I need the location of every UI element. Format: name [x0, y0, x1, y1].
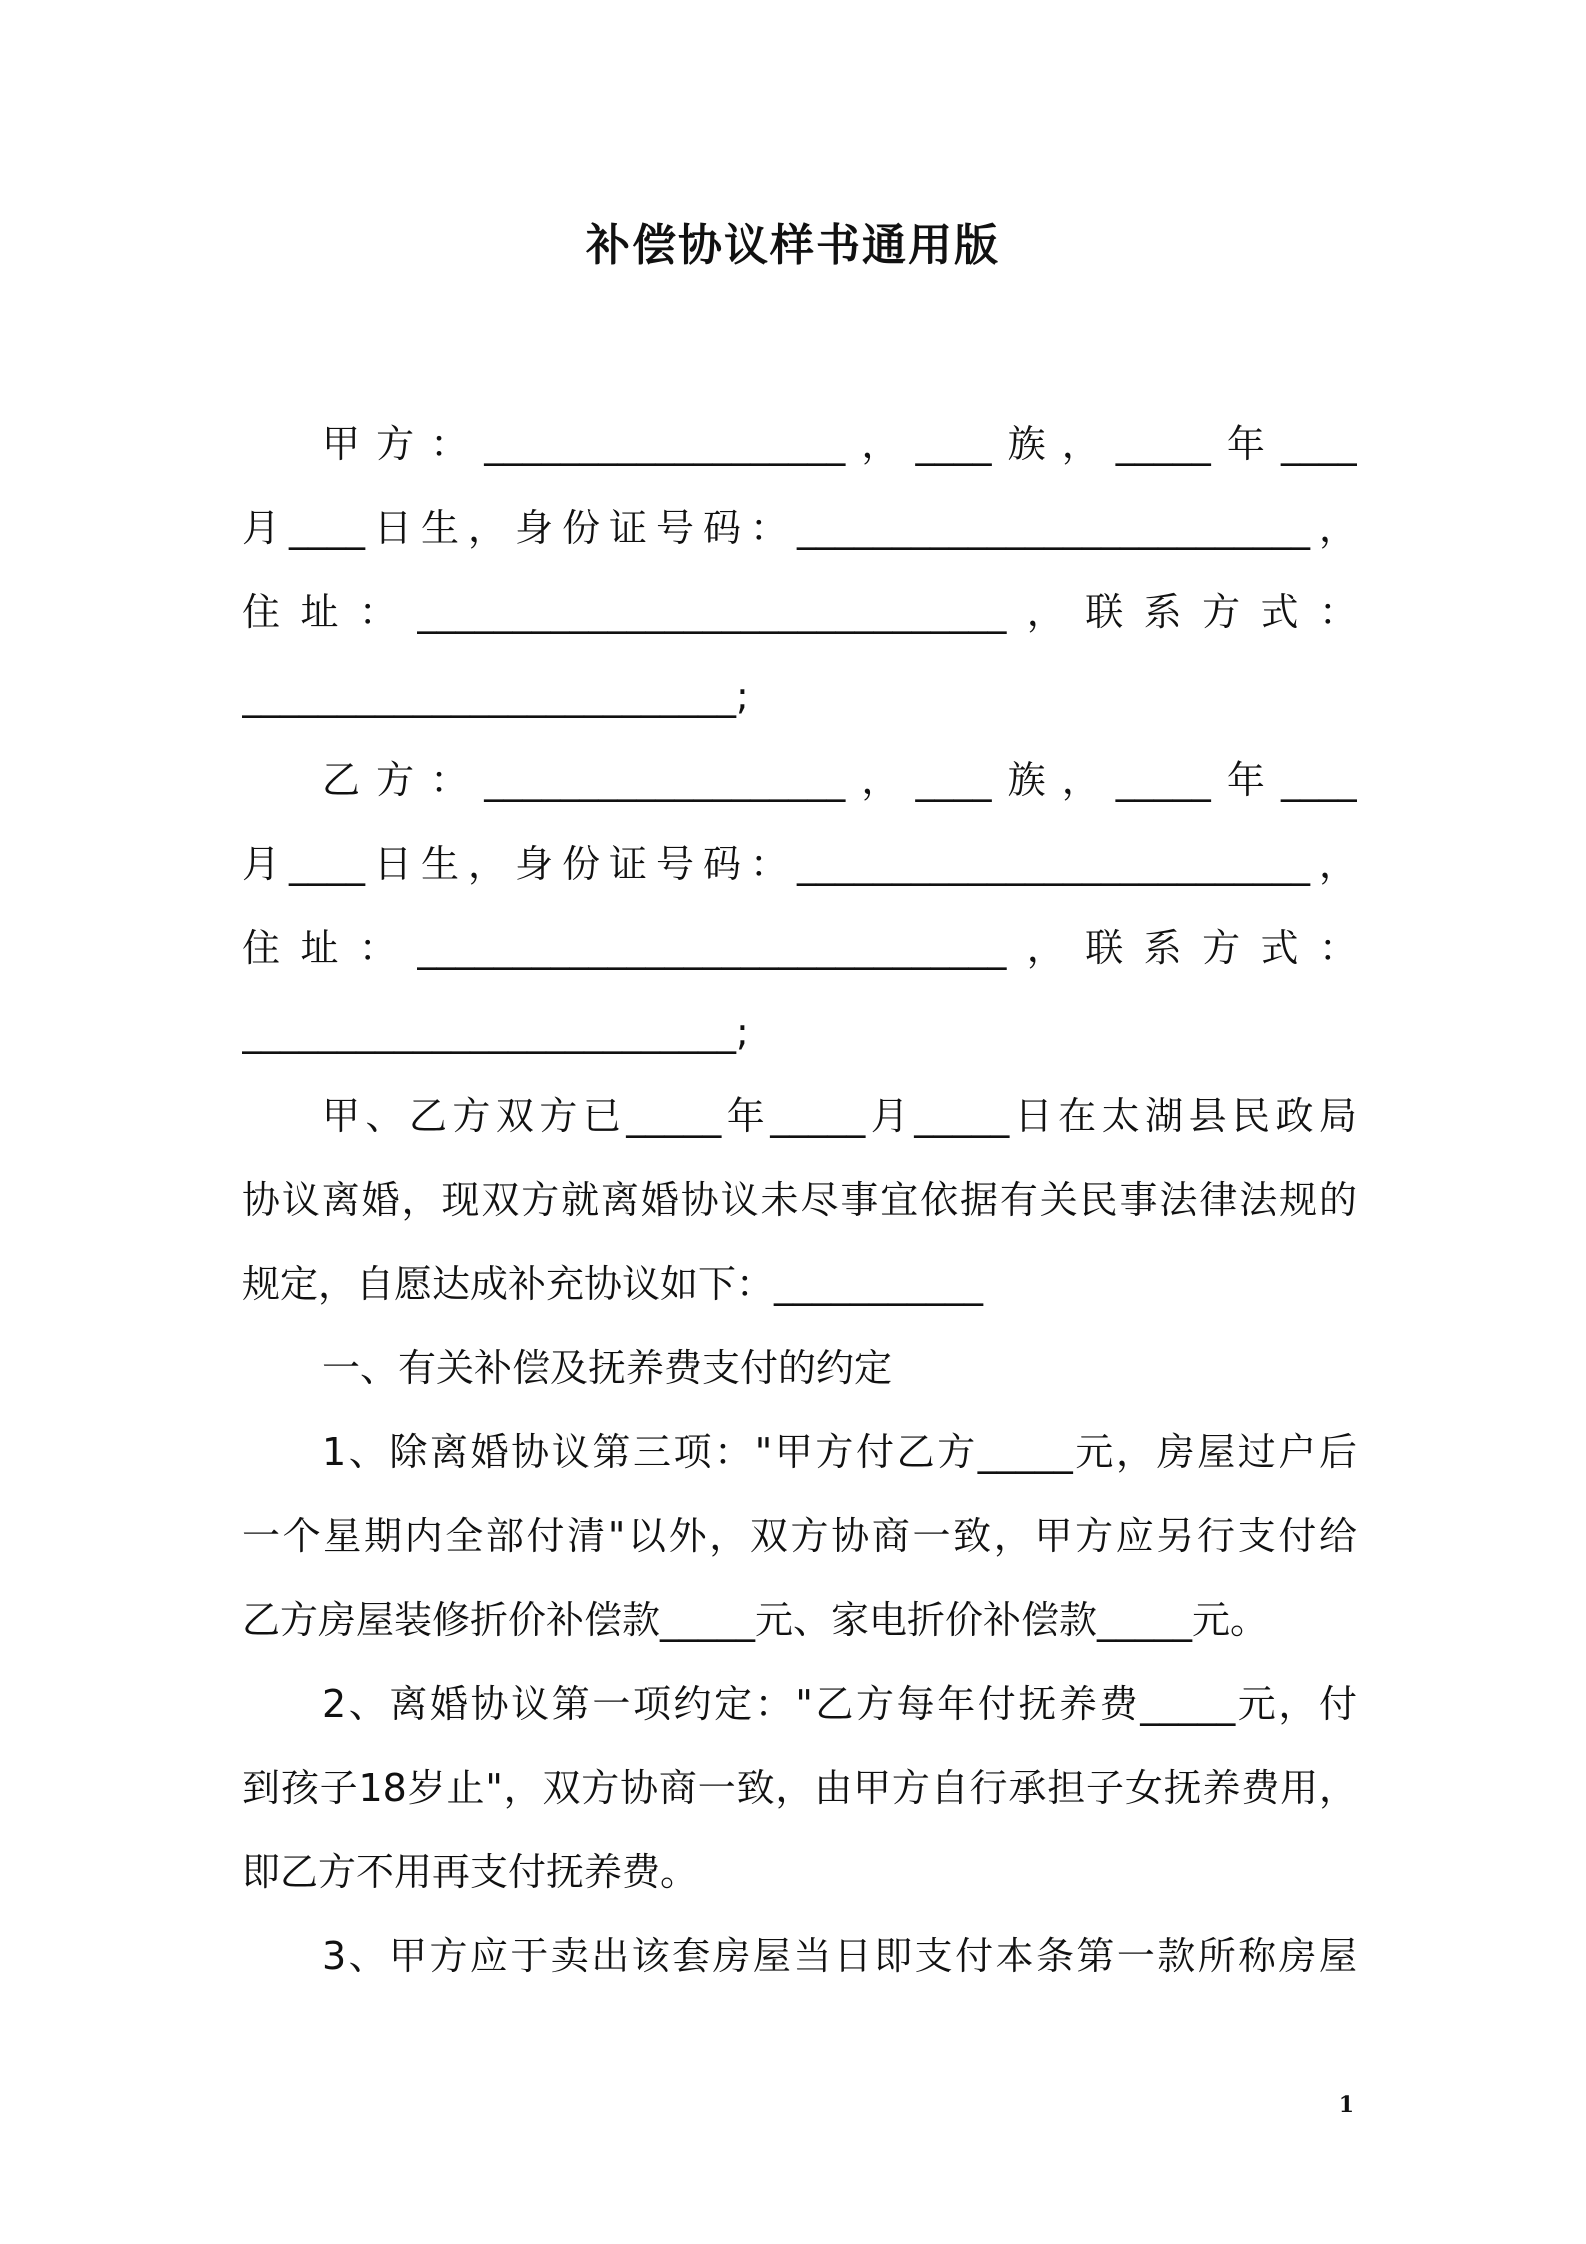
party-b-line-3: 住址：_______________________________，联系方式： [242, 926, 1357, 970]
party-a-line-3: 住址：_______________________________，联系方式： [242, 590, 1357, 634]
clause-1-line-1: 1、除离婚协议第三项："甲方付乙方_____元，房屋过户后 [322, 1430, 1357, 1474]
party-b-line-2: 月____日生，身份证号码：___________________________， [242, 842, 1357, 886]
party-b-line-4: __________________________; [242, 1010, 749, 1054]
preamble-line-1: 甲、乙方双方已_____年_____月_____日在太湖县民政局 [322, 1094, 1357, 1138]
clause-1-line-3: 乙方房屋装修折价补偿款_____元、家电折价补偿款_____元。 [242, 1598, 1269, 1642]
party-a-line-2: 月____日生，身份证号码：___________________________， [242, 506, 1357, 550]
document-body [242, 402, 1357, 1998]
preamble-line-2: 协议离婚，现双方就离婚协议未尽事宜依据有关民事法律法规的 [242, 1178, 1357, 1222]
clause-1-line-2: 一个星期内全部付清"以外，双方协商一致，甲方应另行支付给 [242, 1514, 1357, 1558]
clause-3-line-1: 3、甲方应于卖出该套房屋当日即支付本条第一款所称房屋 [322, 1934, 1357, 1978]
preamble-line-3: 规定，自愿达成补充协议如下：___________ [242, 1262, 984, 1306]
clause-2-line-2: 到孩子18岁止"，双方协商一致，由甲方自行承担子女抚养费用， [242, 1766, 1357, 1810]
clause-2-line-3: 即乙方不用再支付抚养费。 [242, 1850, 699, 1894]
party-b-line-1: 乙方：___________________，____族，_____年____ [322, 758, 1357, 802]
document-title: 补偿协议样书通用版 [586, 220, 1000, 271]
clause-2-line-1: 2、离婚协议第一项约定："乙方每年付抚养费_____元，付 [322, 1682, 1357, 1726]
party-a-line-4: __________________________; [242, 674, 749, 718]
party-a-line-1: 甲方：___________________，____族，_____年____ [322, 422, 1357, 466]
page-number: 1 [1338, 2092, 1354, 2118]
section-heading-1: 一、有关补偿及抚养费支付的约定 [322, 1346, 893, 1390]
